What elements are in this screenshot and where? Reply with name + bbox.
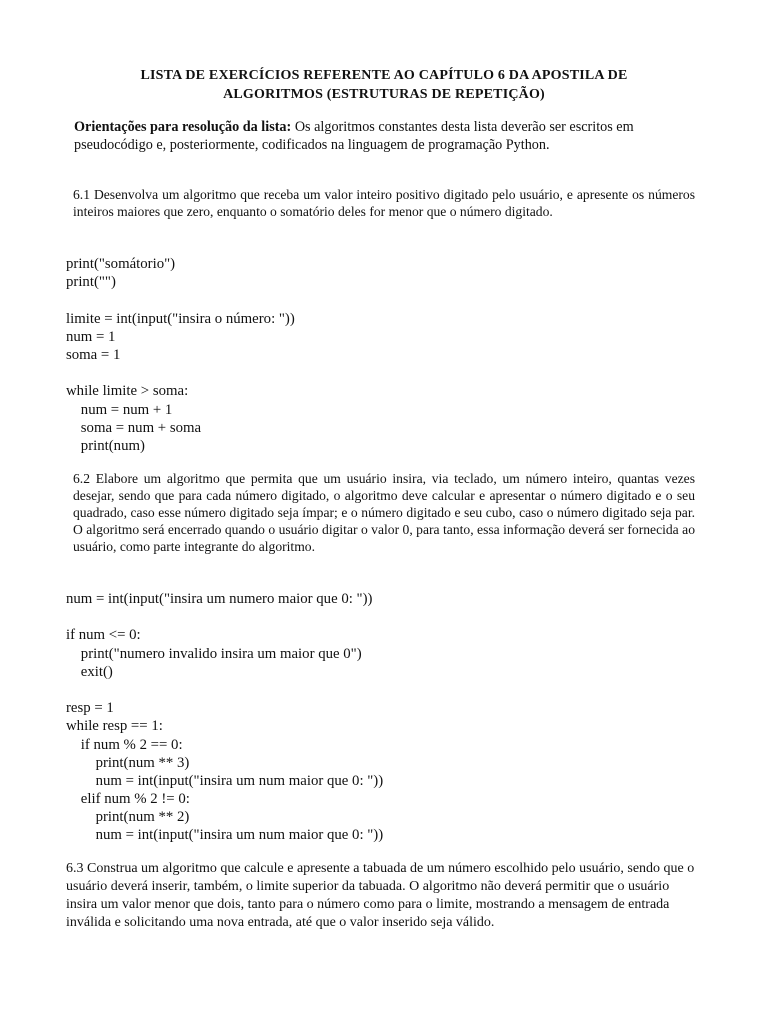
code-line: while resp == 1: (66, 718, 163, 735)
code-line (66, 291, 295, 309)
code-line: if num <= 0: (66, 627, 141, 644)
code-line: print(num ** 3) (66, 754, 190, 771)
code-line (66, 681, 383, 699)
code-line: exit() (66, 663, 113, 680)
code-line (66, 364, 295, 382)
code-line: print("") (66, 274, 116, 291)
document-title (60, 66, 708, 104)
code-line: num = int(input("insira um num maior que 0: ")) (66, 827, 384, 844)
exercise-6-1: 6.1 Desenvolva um algoritmo que receba um valor inteiro positivo digitado pelo usuário, e apresente os números inteiros maiores que zero, enquanto o somatório deles for menor que o número digitado. (73, 187, 695, 219)
title-line-1: LISTA DE EXERCÍCIOS REFERENTE AO CAPÍTULO 6 DA APOSTILA DE (140, 68, 628, 83)
exercise-6-3: 6.3 Construa um algoritmo que calcule e apresente a tabuada de um número escolhido pelo usuário, sendo que o usuário deverá inserir, também, o limite superior da tabuada. O algoritmo não deverá permitir que o usuário insira um valor menor que dois, tanto para o número como para o limite, mostrando a mensagem de entrada inválida e solicitando uma nova entrada, até que o valor inserido seja válido. (66, 861, 695, 930)
code-line: soma = num + soma (66, 419, 202, 436)
guidelines-paragraph (74, 118, 694, 154)
code-line (66, 608, 383, 626)
code-line: print(num) (66, 437, 145, 454)
code-line: num = int(input("insira um num maior que 0: ")) (66, 772, 384, 789)
code-block-6-2 (66, 590, 383, 845)
code-line: limite = int(input("insira o número: ")) (66, 310, 295, 327)
code-line: num = 1 (66, 328, 116, 345)
code-line: elif num % 2 != 0: (66, 791, 190, 808)
code-line: print("somátorio") (66, 256, 176, 272)
code-line: soma = 1 (66, 346, 121, 363)
code-block-6-1 (66, 255, 295, 455)
guidelines-text: Os algoritmos constantes desta lista deverão ser escritos em pseudocódigo e, posteriormente, codificados na linguagem de programação Python. (74, 119, 634, 153)
exercise-6-2: 6.2 Elabore um algoritmo que permita que um usuário insira, via teclado, um número inteiro, quantas vezes desejar, sendo que para cada número digitado, o algoritmo deve calcular e apresentar o número digitado e o seu quadrado, caso esse número digitado seja ímpar; e o número digitado e seu cubo, caso o número digitado seja par. O algoritmo será encerrado quando o usuário digitar o valor 0, para tanto, essa informação deverá ser fornecida ao usuário, como parte integrante do algoritmo. (73, 471, 695, 554)
code-line: while limite > soma: (66, 383, 189, 400)
code-line: num = num + 1 (66, 401, 173, 418)
code-line: if num % 2 == 0: (66, 736, 183, 753)
code-line: resp = 1 (66, 700, 114, 717)
guidelines-label: Orientações para resolução da lista: (74, 119, 292, 135)
code-line: num = int(input("insira um numero maior que 0: ")) (66, 591, 373, 607)
code-line: print(num ** 2) (66, 809, 190, 826)
code-line: print("numero invalido insira um maior que 0") (66, 645, 362, 662)
title-line-2: ALGORITMOS (ESTRUTURAS DE REPETIÇÃO) (223, 87, 545, 102)
